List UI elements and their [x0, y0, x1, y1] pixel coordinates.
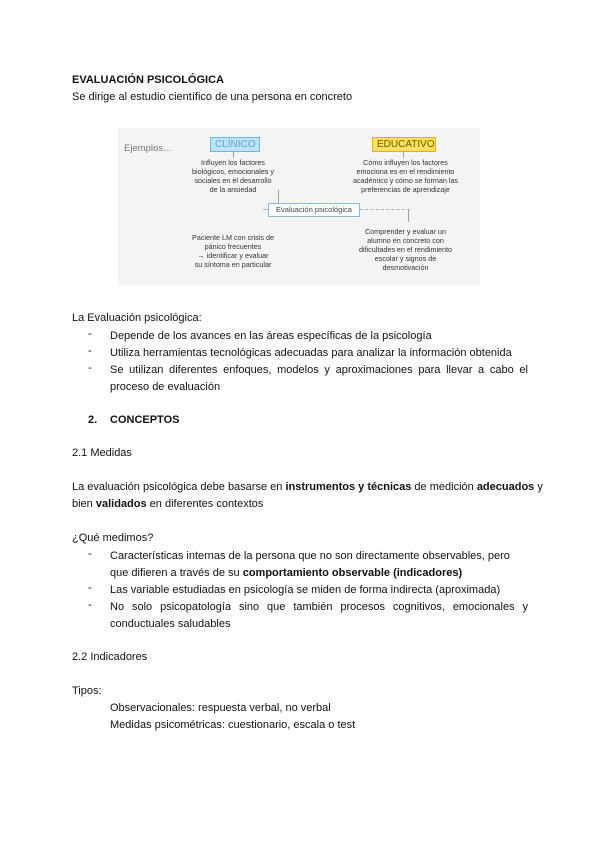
tipos-label: Tipos:	[72, 685, 102, 697]
evaluation-diagram	[118, 128, 480, 286]
clinico-bottom-text: Paciente LM con crisis de pánico frecuentes → identificar y evaluar su síntoma en particular	[192, 233, 274, 269]
section-number: 2.	[88, 414, 98, 426]
examples-label: Ejemplos...	[124, 143, 171, 154]
center-node: Evaluación psicológica	[268, 203, 360, 217]
clinico-top-text: Influyen los factores biológicos, emocionales y sociales en el desarrollo de la ansiedad	[192, 158, 274, 194]
section-title: CONCEPTOS	[110, 414, 180, 426]
document-subheading: Se dirige al estudio científico de una persona en concreto	[72, 91, 353, 103]
subsection-indicadores: 2.2 Indicadores	[72, 651, 148, 663]
list-item: - Depende de los avances en las áreas específicas de la psicología	[88, 328, 432, 342]
connector-line	[408, 210, 409, 222]
connector-line	[360, 209, 410, 210]
medidas-paragraph-line1: La evaluación psicológica debe basarse en instrumentos y técnicas de medición adecuados y	[72, 481, 543, 493]
tipo-item: Medidas psicométricas: cuestionario, escala o test	[110, 719, 356, 731]
educativo-bottom-text: Comprender y evaluar un alumno en concreto con dificultades en el rendimiento escolar y signos de desmotivación	[358, 227, 453, 272]
list-item: - No solo psicopatología sino que también procesos cognitivos, emocionales y conductuales saludables	[88, 599, 528, 630]
list-item: - Utiliza herramientas tecnológicas adecuadas para analizar la información obtenida	[88, 345, 512, 359]
subsection-medidas: 2.1 Medidas	[72, 447, 132, 459]
section-intro: La Evaluación psicológica:	[72, 312, 202, 324]
list-item: - Se utilizan diferentes enfoques, modelos y aproximaciones para llevar a cabo el proceso de evaluación	[88, 362, 528, 393]
document-heading: EVALUACIÓN PSICOLÓGICA	[72, 74, 224, 86]
medidas-paragraph-line2: bien validados en diferentes contextos	[72, 498, 264, 510]
clinico-tag: CLÍNICO	[210, 137, 260, 152]
educativo-top-text: Cómo influyen los factores emociona es en el rendimiento académico y cómo se forman las preferencias de aprendizaje	[352, 158, 459, 194]
list-item: - Las variable estudiadas en psicología se miden de forma indirecta (aproximada)	[88, 582, 501, 596]
list-item: - Características internas de la persona que no son directamente observables, pero que difieren a través de su comportamiento observable (indicadores)	[88, 548, 510, 579]
que-medimos-label: ¿Qué medimos?	[72, 532, 154, 544]
educativo-tag: EDUCATIVO	[372, 137, 436, 152]
tipo-item: Observacionales: respuesta verbal, no verbal	[110, 702, 331, 714]
